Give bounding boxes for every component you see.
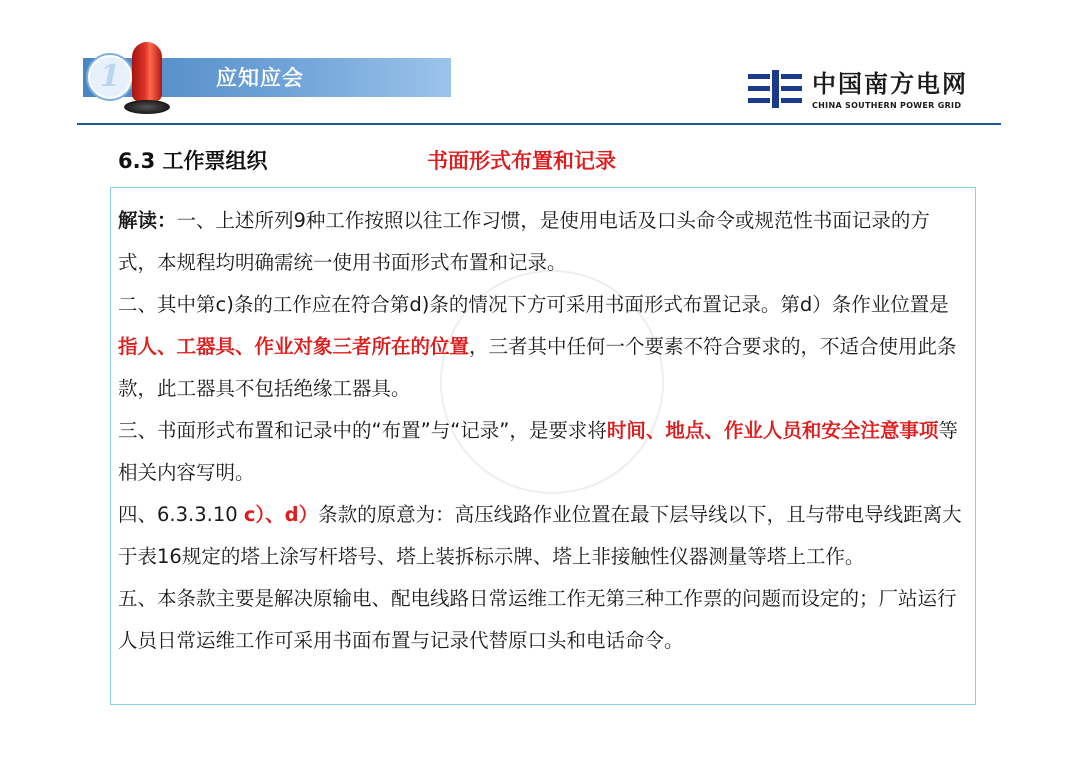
section-heading: 6.3 工作票组织 — [118, 149, 268, 173]
exclamation-icon — [132, 42, 162, 102]
logo-name-en: CHINA SOUTHERN POWER GRID — [812, 101, 962, 110]
paragraph-4-text-b: 条款的原意为：高压线路作业位置在最下层导线以下，且与带电导线距离大于表16规定的塔上涂写杆塔号、塔上装拆标示牌、塔上非接触性仪器测量等塔上工作。 — [118, 503, 962, 568]
paragraph-4-emphasis: c）、d） — [243, 503, 319, 526]
header-divider — [77, 123, 1001, 125]
interpretation-label: 解读： — [118, 209, 177, 232]
paragraph-1-text: 一、上述所列9种工作按照以往工作习惯，是使用电话及口头命令或规范性书面记录的方式，本规程均明确需统一使用书面形式布置和记录。 — [118, 209, 930, 274]
paragraph-3-emphasis: 时间、地点、作业人员和安全注意事项 — [606, 419, 939, 442]
paragraph-5: 五、本条款主要是解决原输电、配电线路日常运维工作无第三种工作票的问题而设定的；厂站运行人员日常运维工作可采用书面布置与记录代替原口头和电话命令。 — [118, 587, 957, 652]
paragraph-2 — [118, 284, 968, 410]
badge-number: 1 — [99, 59, 121, 94]
paragraph-2-text-b: ，三者其中任何一个要素不符合要求的，不适合使用此条款，此工器具不包括绝缘工器具。 — [118, 335, 957, 400]
header-title: 应知应会 — [216, 66, 304, 90]
exclamation-icon-base — [124, 100, 170, 114]
paragraph-4 — [118, 494, 968, 578]
csg-logo-icon — [748, 70, 802, 108]
paragraph-1 — [118, 200, 968, 284]
logo-name-cn: 中国南方电网 — [812, 70, 968, 98]
content-text — [118, 200, 968, 662]
section-highlight: 书面形式布置和记录 — [427, 149, 616, 173]
paragraph-4-text-a: 四、6.3.3.10 — [118, 503, 244, 526]
paragraph-3 — [118, 410, 968, 494]
paragraph-2-emphasis: 指人、工器具、作业对象三者所在的位置 — [118, 335, 470, 358]
paragraph-3-text-a: 三、书面形式布置和记录中的“布置”与“记录”，是要求将 — [118, 419, 607, 442]
paragraph-2-text-a: 二、其中第c)条的工作应在符合第d)条的情况下方可采用书面形式布置记录。第d）条作业位置是 — [118, 293, 949, 316]
paragraph-3-text-b: 等相关内容写明。 — [118, 419, 958, 484]
